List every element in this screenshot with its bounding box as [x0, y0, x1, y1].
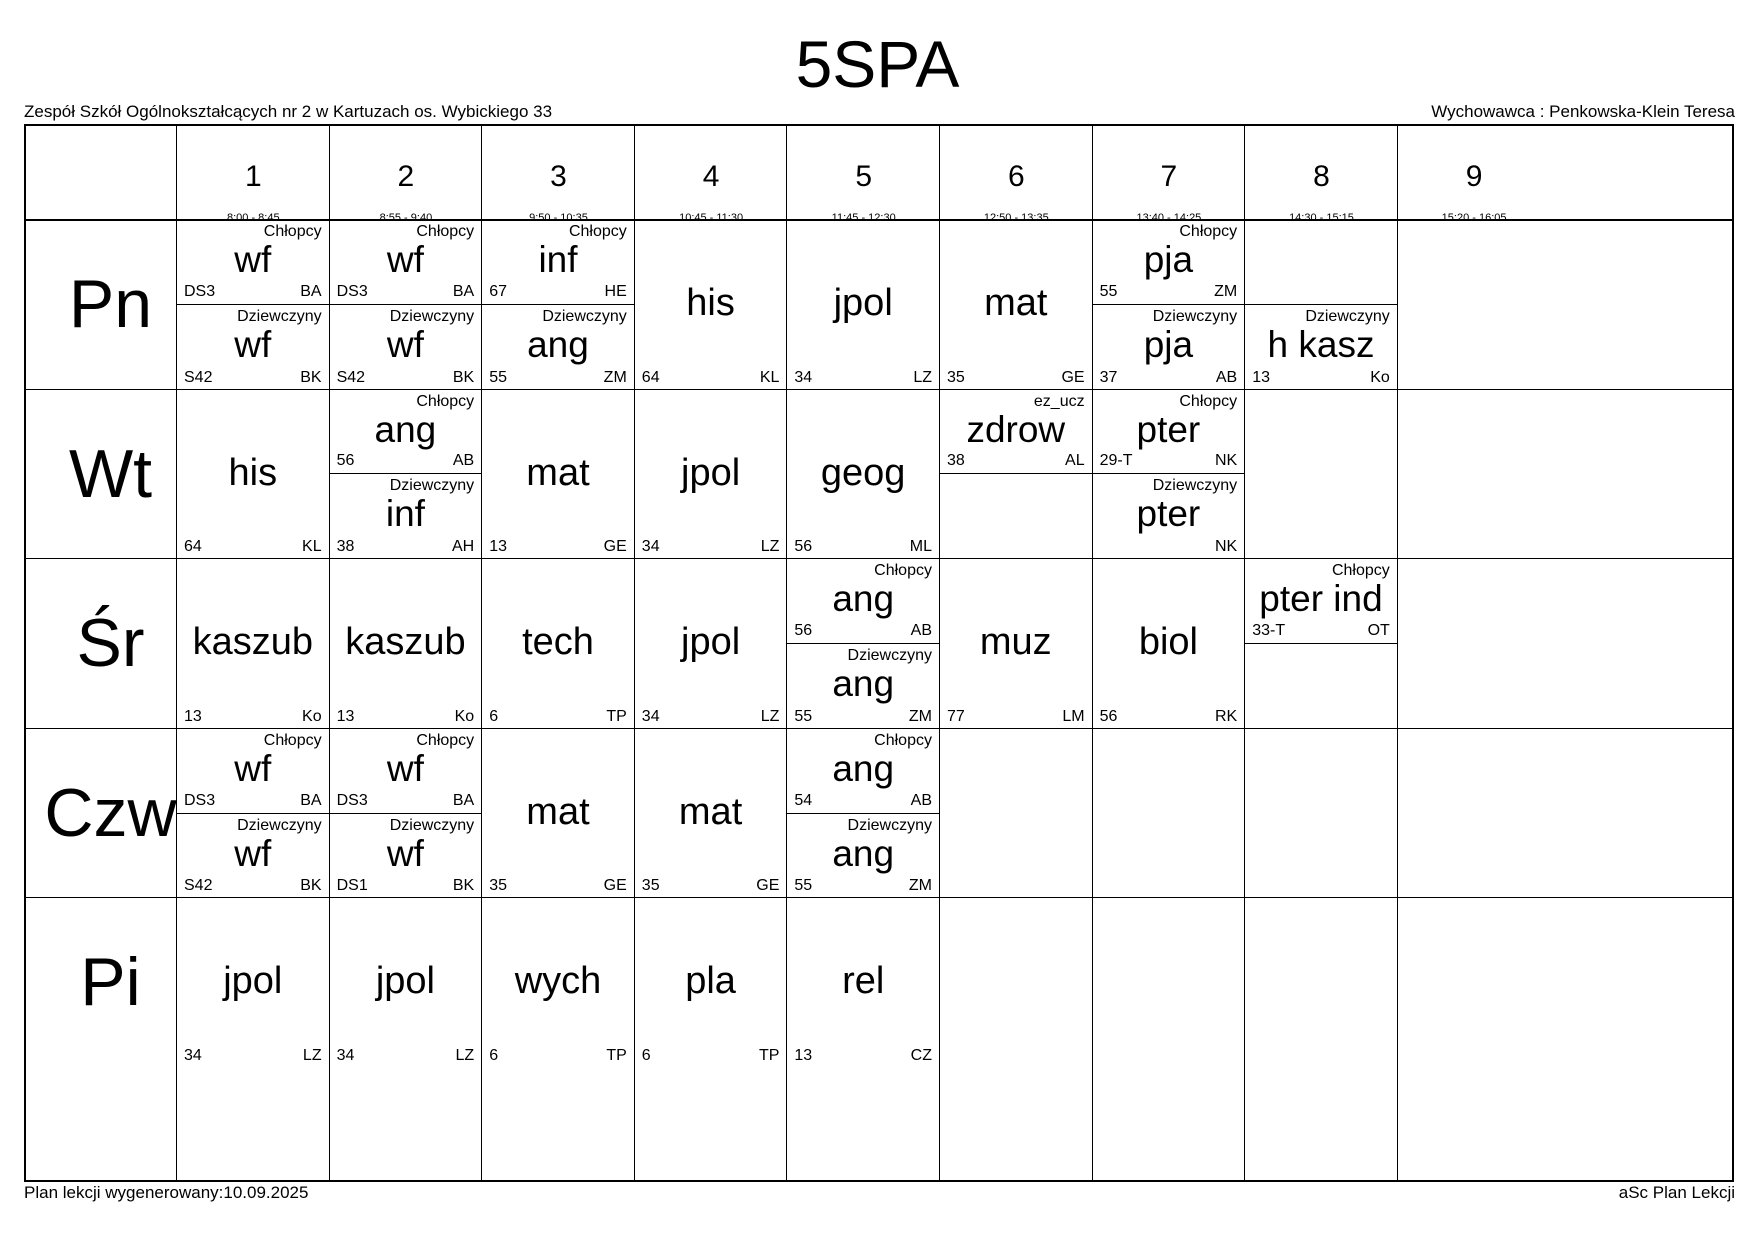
period-time: 9:50 - 10:35: [529, 212, 588, 224]
lesson-room: 55: [489, 368, 507, 386]
lesson-room: 13: [336, 707, 355, 725]
period-header: [787, 126, 940, 231]
lesson-cell: [177, 729, 329, 814]
lesson-room: 67: [489, 282, 507, 300]
lesson-cell: [330, 305, 482, 390]
lesson-cell: [482, 220, 634, 305]
lesson-teacher: OT: [1367, 621, 1390, 639]
lesson-room: 55: [794, 707, 813, 725]
lesson-cell: [330, 729, 482, 814]
lesson-subject: kaszub: [345, 621, 466, 664]
period-number: 7: [1160, 160, 1178, 193]
lesson-cell: [330, 814, 482, 899]
lesson-teacher: ZM: [1214, 282, 1238, 300]
lesson-room: 13: [794, 1046, 813, 1064]
lesson-group: ez_ucz: [1033, 392, 1085, 410]
lesson-room: 34: [641, 707, 660, 725]
lesson-subject: jpol: [833, 282, 893, 324]
lesson-cell: [1093, 390, 1245, 475]
lesson-subject: jpol: [223, 960, 283, 1003]
lesson-cell: [787, 559, 939, 644]
lesson-cell: [1093, 559, 1245, 729]
period-header: [1398, 126, 1551, 231]
lesson-subject: wf: [386, 832, 424, 874]
lesson-cell: [177, 898, 329, 1068]
lesson-subject: rel: [842, 960, 885, 1003]
lesson-subject: pter: [1136, 408, 1201, 450]
lesson-cell: [177, 559, 329, 729]
lesson-cell: [1245, 220, 1397, 305]
day-label: Pn: [68, 266, 153, 342]
lesson-cell: [330, 559, 482, 729]
lesson-subject: jpol: [375, 960, 435, 1003]
lesson-group: Chłopcy: [568, 223, 627, 240]
lesson-room: 64: [184, 538, 202, 556]
period-time: 15:20 - 16:05: [1441, 212, 1507, 224]
lesson-teacher: AB: [910, 791, 932, 809]
lesson-teacher: GE: [603, 877, 627, 895]
lesson-teacher: BA: [452, 282, 475, 300]
lesson-room: 37: [1099, 368, 1118, 386]
lesson-teacher: BK: [452, 368, 475, 386]
lesson-teacher: Ko: [302, 707, 322, 725]
lesson-teacher: LZ: [913, 368, 932, 386]
period-number: 6: [1007, 160, 1025, 193]
lesson-subject: geog: [820, 451, 906, 494]
lesson-subject: pter ind: [1259, 578, 1383, 620]
lesson-cell: [940, 559, 1092, 729]
lesson-cell: [940, 390, 1092, 475]
lesson-teacher: RK: [1214, 707, 1238, 725]
lesson-subject: kaszub: [192, 621, 313, 664]
lesson-room: S42: [184, 877, 213, 895]
lesson-teacher: Ko: [1370, 368, 1390, 386]
page-title: 5SPA: [795, 27, 960, 101]
lesson-subject: wf: [386, 747, 424, 789]
lesson-room: DS3: [336, 791, 368, 809]
lesson-cell: [787, 644, 939, 729]
period-time: 11:45 - 12:30: [831, 212, 896, 224]
lesson-room: 35: [489, 877, 507, 895]
lesson-cell: [482, 898, 634, 1068]
lesson-teacher: TP: [606, 1046, 627, 1064]
lesson-room: 38: [336, 538, 355, 556]
lesson-room: 56: [794, 621, 813, 639]
lesson-subject: pja: [1143, 239, 1194, 280]
lesson-teacher: GE: [1061, 368, 1085, 386]
lesson-group: Dziewczyny: [389, 816, 475, 834]
lesson-subject: h kasz: [1267, 323, 1375, 365]
lesson-teacher: LM: [1062, 707, 1085, 725]
lesson-teacher: TP: [758, 1046, 780, 1064]
day-label: Czw: [44, 774, 177, 851]
period-number: 8: [1313, 160, 1330, 193]
generated-date: Plan lekcji wygenerowany:10.09.2025: [24, 1183, 309, 1202]
lesson-cell: [482, 559, 634, 729]
period-time: 12:50 - 13:35: [983, 212, 1049, 224]
lesson-cell: [787, 729, 939, 814]
lesson-cell: [330, 220, 482, 305]
lesson-teacher: GE: [756, 877, 780, 895]
lesson-teacher: LZ: [760, 707, 780, 725]
lesson-group: Dziewczyny: [847, 816, 932, 834]
lesson-subject: his: [228, 451, 278, 494]
lesson-room: 29-T: [1099, 452, 1133, 470]
day-label: Wt: [68, 435, 153, 512]
lesson-subject: ang: [832, 578, 895, 620]
lesson-teacher: BK: [452, 877, 475, 895]
period-header: [1245, 126, 1398, 231]
lesson-cell: [330, 474, 482, 559]
lesson-group: Dziewczyny: [1152, 477, 1238, 495]
lesson-teacher: KL: [759, 368, 780, 386]
lesson-room: 34: [641, 538, 660, 556]
lesson-cell: [482, 305, 634, 390]
lesson-group: Dziewczyny: [542, 307, 627, 325]
lesson-group: Chłopcy: [1331, 562, 1390, 580]
lesson-group: Chłopcy: [416, 223, 475, 240]
lesson-group: Chłopcy: [416, 731, 475, 749]
lesson-room: 77: [947, 707, 965, 725]
lesson-room: 35: [947, 368, 965, 386]
lesson-group: Dziewczyny: [847, 647, 932, 664]
lesson-subject: pja: [1143, 323, 1194, 365]
period-time: 8:55 - 9:40: [379, 212, 433, 224]
lesson-cell: [177, 305, 329, 390]
lesson-teacher: BA: [452, 791, 475, 809]
lesson-subject: wf: [234, 239, 272, 280]
lesson-group: Dziewczyny: [389, 307, 475, 325]
lesson-teacher: AB: [452, 452, 475, 470]
lesson-teacher: GE: [603, 538, 627, 556]
period-number: 4: [702, 160, 720, 193]
period-number: 9: [1465, 160, 1483, 193]
lesson-teacher: ZM: [908, 707, 932, 725]
lesson-room: 6: [641, 1046, 651, 1064]
lesson-subject: ang: [832, 663, 895, 704]
lesson-subject: wych: [514, 960, 602, 1003]
period-number: 3: [550, 160, 567, 193]
lesson-teacher: LZ: [302, 1046, 322, 1064]
lesson-subject: jpol: [681, 451, 741, 494]
lesson-subject: mat: [678, 790, 743, 833]
lesson-subject: wf: [386, 239, 424, 280]
lesson-room: 55: [1099, 282, 1118, 300]
lesson-room: S42: [184, 368, 213, 386]
lesson-subject: ang: [832, 832, 895, 874]
lesson-subject: biol: [1138, 621, 1198, 664]
period-header: [177, 126, 330, 231]
lesson-subject: inf: [385, 493, 425, 535]
period-header: [330, 126, 483, 231]
period-time: 13:40 - 14:25: [1136, 212, 1202, 224]
lesson-room: DS1: [336, 877, 368, 895]
lesson-cell: [787, 220, 939, 390]
lesson-room: 6: [489, 707, 499, 725]
school-name: Zespół Szkół Ogólnokształcących nr 2 w Kartuzach os. Wybickiego 33: [24, 102, 553, 121]
lesson-cell: [177, 220, 329, 305]
lesson-group: Dziewczyny: [1305, 307, 1390, 325]
lesson-group: Dziewczyny: [389, 477, 475, 495]
lesson-cell: [635, 220, 787, 390]
lesson-cell: [635, 729, 787, 899]
lesson-group: Dziewczyny: [1152, 307, 1238, 325]
lesson-cell: [1245, 559, 1397, 644]
lesson-teacher: ZM: [908, 877, 932, 895]
lesson-teacher: NK: [1214, 452, 1238, 470]
lesson-cell: [787, 898, 939, 1068]
lesson-cell: [177, 390, 329, 560]
lesson-cell: [1093, 474, 1245, 559]
period-header: [482, 126, 635, 231]
lesson-cell: [330, 898, 482, 1068]
period-time: 8:00 - 8:45: [227, 212, 280, 224]
lesson-group: Chłopcy: [874, 731, 932, 749]
lesson-teacher: BK: [300, 368, 322, 386]
period-header: [1093, 126, 1246, 231]
lesson-room: 56: [794, 538, 813, 556]
lesson-room: 13: [489, 538, 507, 556]
lesson-room: 54: [794, 791, 813, 809]
column-divider: [1397, 126, 1398, 1180]
lesson-subject: ang: [832, 747, 895, 789]
period-time: 14:30 - 15:15: [1289, 212, 1354, 224]
lesson-teacher: BA: [300, 282, 322, 300]
lesson-room: 34: [184, 1046, 202, 1064]
lesson-group: Chłopcy: [874, 562, 932, 580]
lesson-subject: pter: [1136, 493, 1201, 535]
lesson-room: DS3: [184, 791, 216, 809]
lesson-subject: mat: [526, 451, 590, 494]
lesson-cell: [635, 559, 787, 729]
lesson-teacher: CZ: [910, 1046, 932, 1064]
lesson-teacher: LZ: [455, 1046, 475, 1064]
lesson-subject: his: [686, 282, 735, 324]
lesson-room: 56: [1099, 707, 1118, 725]
lesson-teacher: HE: [604, 282, 627, 300]
lesson-room: S42: [336, 368, 366, 386]
lesson-group: Chłopcy: [1179, 392, 1238, 410]
lesson-cell: [482, 390, 634, 560]
period-number: 1: [244, 160, 262, 193]
lesson-group: Chłopcy: [263, 731, 322, 749]
lesson-subject: wf: [234, 323, 272, 365]
period-header: [940, 126, 1093, 231]
period-number: 5: [855, 160, 873, 193]
timetable-grid: [24, 124, 1734, 1182]
lesson-subject: tech: [522, 621, 594, 664]
lesson-room: 13: [184, 707, 202, 725]
lesson-cell: [787, 390, 939, 560]
lesson-room: 38: [947, 452, 965, 470]
lesson-cell: [1093, 220, 1245, 305]
lesson-cell: [1093, 305, 1245, 390]
lesson-subject: muz: [979, 621, 1052, 664]
lesson-teacher: LZ: [760, 538, 780, 556]
lesson-subject: jpol: [681, 621, 741, 664]
lesson-cell: [1245, 305, 1397, 390]
lesson-cell: [635, 390, 787, 560]
lesson-teacher: AB: [910, 621, 932, 639]
period-number: 2: [397, 160, 415, 193]
lesson-room: 35: [641, 877, 660, 895]
lesson-room: DS3: [184, 282, 216, 300]
lesson-subject: wf: [234, 747, 272, 789]
period-time: 10:45 - 11:30: [679, 212, 744, 224]
lesson-room: 34: [794, 368, 813, 386]
lesson-teacher: NK: [1214, 538, 1238, 556]
lesson-teacher: TP: [606, 707, 627, 725]
lesson-teacher: BK: [300, 877, 322, 895]
lesson-teacher: ML: [909, 538, 932, 556]
lesson-cell: [940, 220, 1092, 390]
lesson-group: Dziewczyny: [237, 816, 322, 834]
lesson-subject: inf: [538, 239, 578, 280]
software-name: aSc Plan Lekcji: [1618, 1183, 1735, 1202]
lesson-teacher: AB: [1215, 368, 1238, 386]
lesson-room: 33-T: [1252, 621, 1286, 639]
lesson-group: Chłopcy: [1179, 223, 1238, 240]
lesson-cell: [635, 898, 787, 1068]
lesson-cell: [177, 814, 329, 899]
lesson-subject: mat: [984, 282, 1048, 324]
lesson-room: 56: [336, 452, 355, 470]
lesson-subject: ang: [527, 323, 589, 365]
lesson-group: Chłopcy: [416, 392, 475, 410]
lesson-teacher: BA: [300, 791, 322, 809]
lesson-cell: [330, 390, 482, 475]
lesson-teacher: KL: [302, 538, 322, 556]
lesson-subject: zdrow: [966, 408, 1066, 450]
lesson-room: 34: [336, 1046, 355, 1064]
lesson-room: 64: [641, 368, 660, 386]
lesson-cell: [787, 814, 939, 899]
day-label: Śr: [76, 605, 145, 682]
day-label: Pi: [80, 944, 141, 1021]
lesson-teacher: Ko: [454, 707, 475, 725]
lesson-teacher: AL: [1065, 452, 1085, 470]
lesson-cell: [482, 729, 634, 899]
lesson-subject: wf: [234, 832, 272, 874]
lesson-subject: ang: [374, 408, 437, 450]
lesson-teacher: AH: [451, 538, 475, 556]
lesson-subject: mat: [526, 790, 590, 833]
lesson-room: 13: [1252, 368, 1270, 386]
lesson-subject: pla: [685, 960, 736, 1003]
class-teacher: Wychowawca : Penkowska-Klein Teresa: [1431, 102, 1735, 121]
lesson-teacher: ZM: [603, 368, 627, 386]
lesson-room: 55: [794, 877, 813, 895]
lesson-room: DS3: [336, 282, 368, 300]
period-header: [635, 126, 788, 231]
lesson-room: 6: [489, 1046, 499, 1064]
lesson-group: Dziewczyny: [237, 307, 322, 325]
lesson-subject: wf: [386, 323, 424, 365]
lesson-group: Chłopcy: [263, 223, 322, 240]
